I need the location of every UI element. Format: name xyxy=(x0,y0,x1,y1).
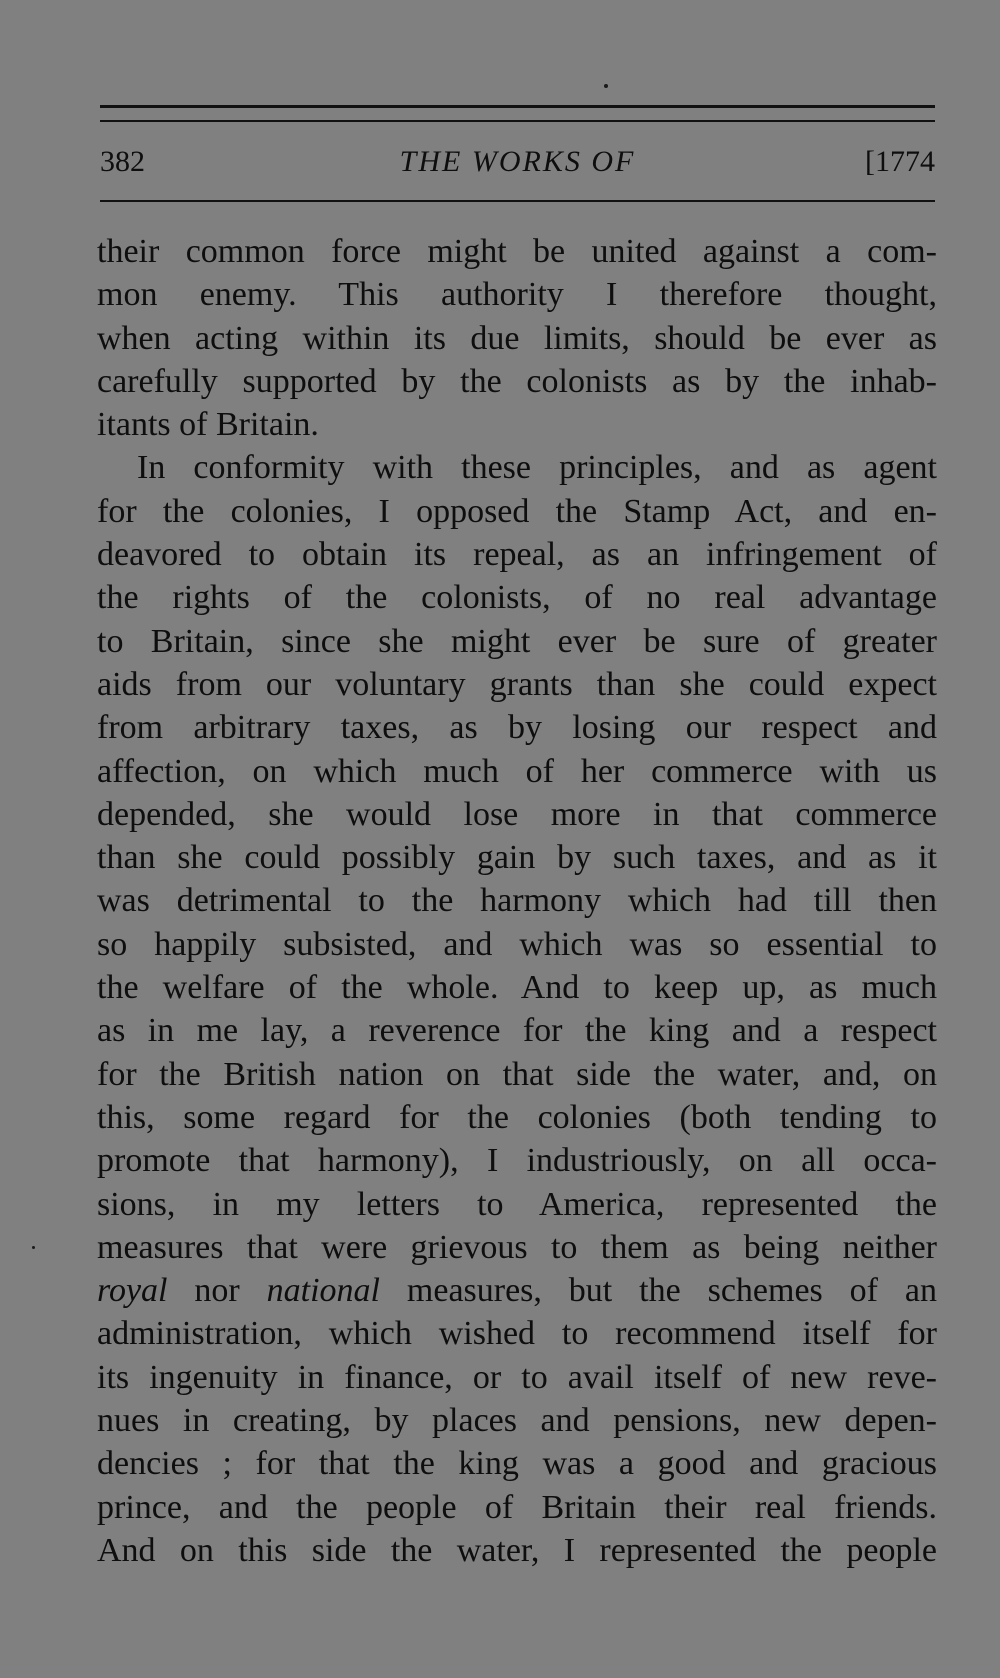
text-line: so happily subsisted, and which was so essential to xyxy=(97,925,937,963)
text-line: as in me lay, a reverence for the king and a respect xyxy=(97,1012,937,1050)
text-line: was detrimental to the harmony which had till then xyxy=(97,882,937,920)
text-line: from arbitrary taxes, as by losing our respect and xyxy=(97,709,937,747)
running-title: THE WORKS OF xyxy=(399,145,636,178)
text-line: prince, and the people of Britain their real friends. xyxy=(97,1488,937,1526)
text-line: affection, on which much of her commerce with us xyxy=(97,752,937,790)
italic-word-national: national xyxy=(266,1272,380,1310)
text-line: for the British nation on that side the water, and, on xyxy=(97,1055,937,1093)
text-line: depended, she would lose more in that commerce xyxy=(97,795,937,833)
text-line: And on this side the water, I represented the people xyxy=(97,1531,937,1569)
text-line: dencies ; for that the king was a good and gracious xyxy=(97,1445,937,1483)
text-fragment: nor xyxy=(167,1272,267,1310)
text-line: mon enemy. This authority I therefore thought, xyxy=(97,276,937,314)
top-double-rule-thin xyxy=(100,120,935,122)
text-line: itants of Britain. xyxy=(97,406,319,444)
running-header xyxy=(100,142,935,182)
print-speck xyxy=(604,84,608,88)
header-year: [1774 xyxy=(865,145,935,178)
text-line: sions, in my letters to America, represented the xyxy=(97,1185,937,1223)
text-line: aids from our voluntary grants than she could expect xyxy=(97,665,937,703)
page-number: 382 xyxy=(100,145,145,178)
text-line: when acting within its due limits, should be ever as xyxy=(97,319,937,357)
text-line: deavored to obtain its repeal, as an infringement of xyxy=(97,536,937,574)
text-line: than she could possibly gain by such taxes, and as it xyxy=(97,839,937,877)
text-fragment: measures, but the schemes of an xyxy=(380,1272,937,1310)
text-line: promote that harmony), I industriously, on all occa- xyxy=(97,1142,937,1180)
text-line: this, some regard for the colonies (both tending to xyxy=(97,1098,937,1136)
print-speck xyxy=(32,1246,35,1249)
top-double-rule-thick xyxy=(100,105,935,108)
text-line: their common force might be united against a com- xyxy=(97,233,937,270)
text-line: administration, which wished to recommend itself for xyxy=(97,1315,937,1353)
text-line-with-italics xyxy=(97,1269,937,1312)
text-line: the rights of the colonists, of no real advantage xyxy=(97,579,937,617)
text-line: measures that were grievous to them as being neither xyxy=(97,1228,937,1266)
text-line: the welfare of the whole. And to keep up, as much xyxy=(97,969,937,1007)
header-rule xyxy=(100,200,935,202)
text-line: to Britain, since she might ever be sure of greater xyxy=(97,622,937,660)
text-line: nues in creating, by places and pensions, new depen- xyxy=(97,1402,937,1440)
text-line: carefully supported by the colonists as by the inhab- xyxy=(97,362,937,400)
text-line: In conformity with these principles, and as agent xyxy=(137,449,937,487)
italic-word-royal: royal xyxy=(97,1272,168,1310)
body-text xyxy=(97,230,937,1572)
text-line: for the colonies, I opposed the Stamp Act, and en- xyxy=(97,492,937,530)
text-line: its ingenuity in finance, or to avail itself of new reve- xyxy=(97,1358,937,1396)
